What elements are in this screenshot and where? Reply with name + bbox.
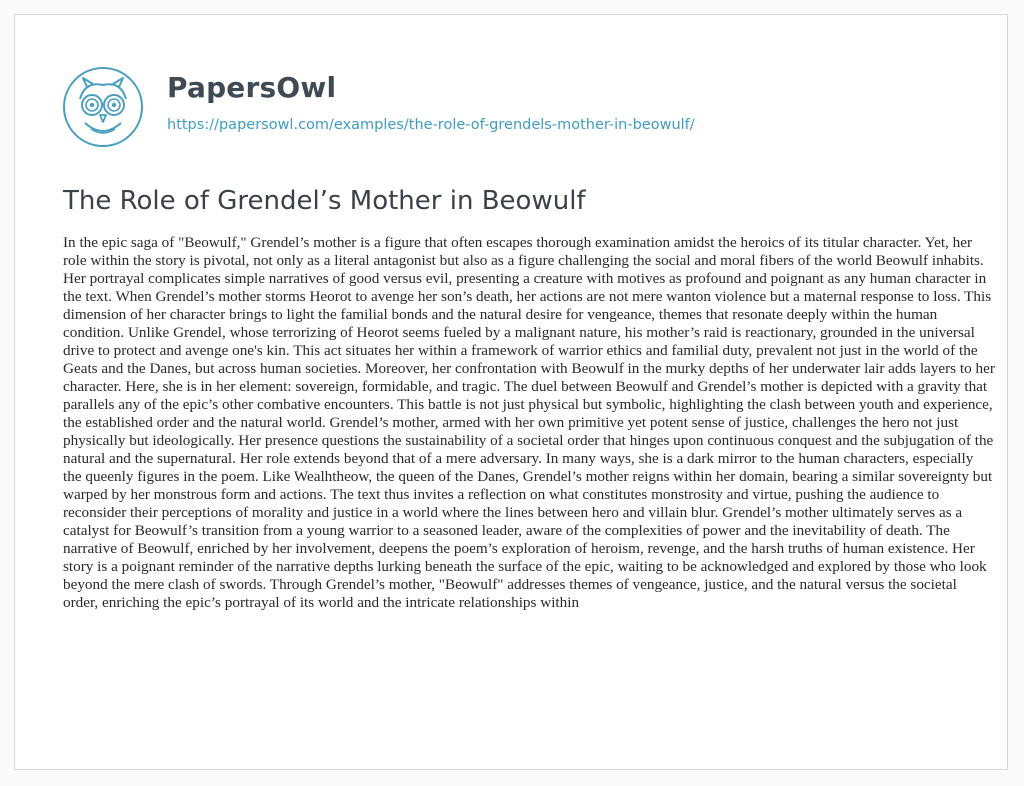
brand-block xyxy=(167,71,695,135)
brand-name: PapersOwl xyxy=(167,71,337,104)
source-url-link[interactable]: https://papersowl.com/examples/the-role-of-grendels-mother-in-beowulf/ xyxy=(167,117,695,133)
essay-title: The Role of Grendel’s Mother in Beowulf xyxy=(63,186,586,216)
essay-body: In the epic saga of "Beowulf," Grendel’s mother is a figure that often escapes thorough examination amidst the heroics of its titular character. Yet, her role within the story is pivotal, not only as a literal antagonist but also as a figure challenging the social and moral fibers of the world Beowulf inhabits. Her portrayal complicates simple narratives of good versus evil, presenting a creature with motives as profound and poignant as any human character in the text. When Grendel’s mother storms Heorot to avenge her son’s death, her actions are not mere wanton violence but a maternal response to loss. This dimension of her character brings to light the familial bonds and the natural desire for vengeance, themes that resonate deeply within the human condition. Unlike Grendel, whose terrorizing of Heorot seems fueled by a malignant nature, his mother’s raid is reactionary, grounded in the universal drive to protect and avenge one's kin. This act situates her within a framework of warrior ethics and familial duty, prevalent not just in the world of the Geats and the Danes, but across human societies. Moreover, her confrontation with Beowulf in the murky depths of her underwater lair adds layers to her character. Here, she is in her element: sovereign, formidable, and tragic. The duel between Beowulf and Grendel’s mother is depicted with a gravity that parallels any of the epic’s other combative encounters. This battle is not just physical but symbolic, highlighting the clash between youth and experience, the established order and the natural world. Grendel’s mother, armed with her own primitive yet potent sense of justice, challenges the hero not just physically but ideologically. Her presence questions the sustainability of a societal order that hinges upon continuous conquest and the subjugation of the natural and the supernatural. Her role extends beyond that of a mere adversary. In many ways, she is a dark mirror to the human characters, especially the queenly figures in the poem. Like Wealhtheow, the queen of the Danes, Grendel’s mother reigns within her domain, bearing a similar sovereignty but warped by her monstrous form and actions. The text thus invites a reflection on what constitutes monstrosity and virtue, pushing the audience to reconsider their perceptions of morality and justice in a world where the lines between hero and villain blur. Grendel’s mother ultimately serves as a catalyst for Beowulf’s transition from a young warrior to a seasoned leader, aware of the complexities of power and the inevitability of death. The narrative of Beowulf, enriched by her involvement, deepens the poem’s exploration of heroism, revenge, and the harsh truths of human existence. Her story is a poignant reminder of the narrative depths lurking beneath the surface of the epic, waiting to be acknowledged and explored by those who look beyond the mere clash of swords. Through Grendel’s mother, "Beowulf" addresses themes of vengeance, justice, and the natural versus the societal order, enriching the epic’s portrayal of its world and the intricate relationships within xyxy=(63,234,995,611)
site-header xyxy=(63,67,695,147)
owl-icon xyxy=(63,67,143,147)
document-card xyxy=(14,14,1008,770)
